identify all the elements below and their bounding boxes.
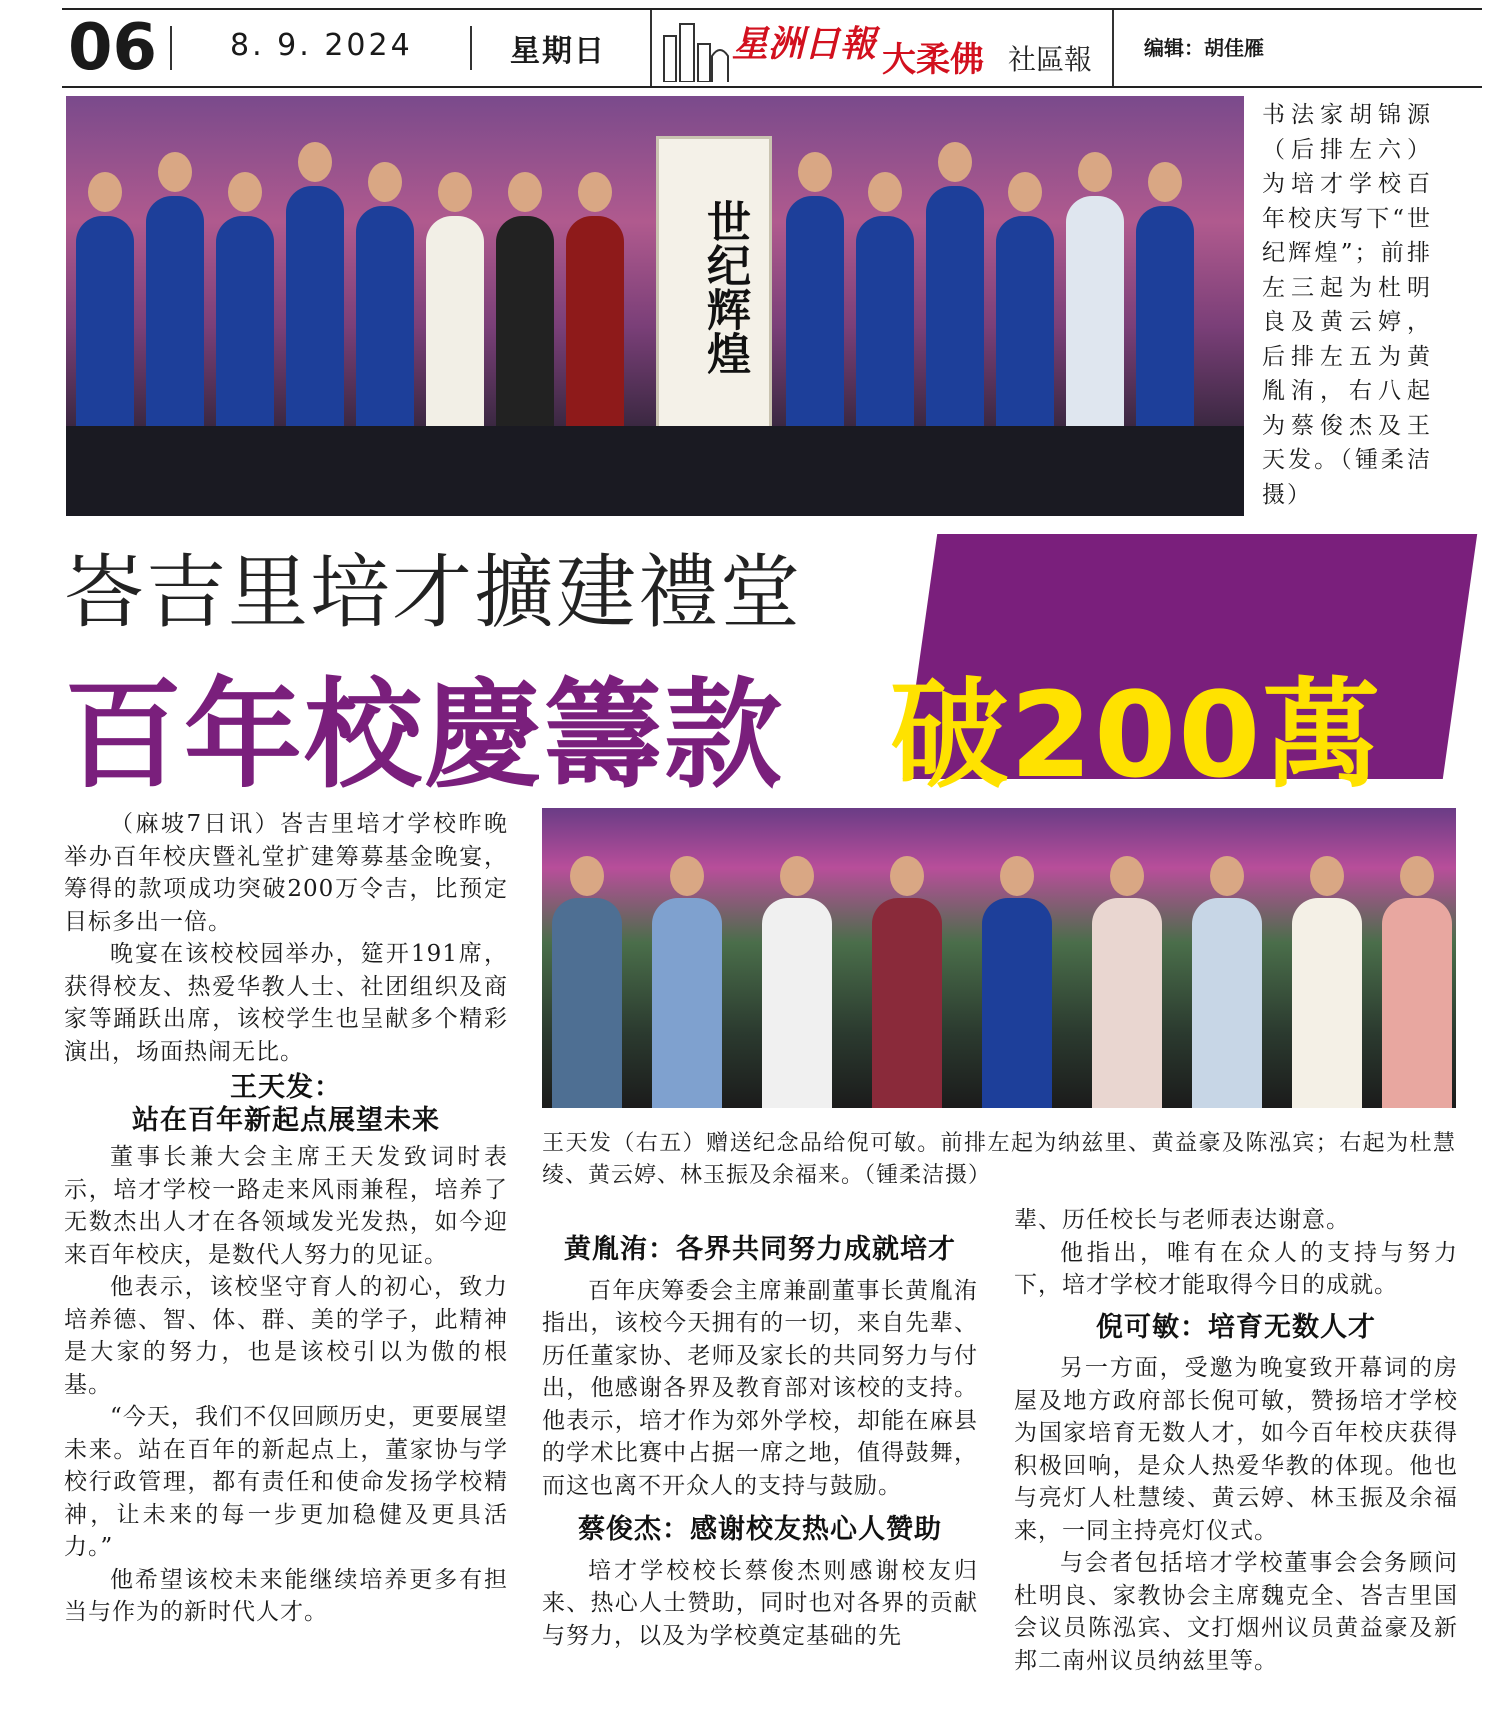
divider <box>170 26 172 70</box>
section-name: 大柔佛 <box>882 40 984 80</box>
photo2-caption: 王天发（右五）赠送纪念品给倪可敏。前排左起为纳兹里、黄益豪及陈泓宾；右起为杜慧绫、黄云婷、林玉振及余福来。（锺柔洁摄） <box>542 1131 1456 1188</box>
presentation-photo <box>542 808 1456 1108</box>
masthead-logo <box>650 10 1114 86</box>
subhead: 倪可敏：培育无数人才 <box>1096 1311 1376 1343</box>
paragraph: 培才学校校长蔡俊杰则感谢校友归来、热心人士赞助，同时也对各界的贡献与努力，以及为学校奠定基础的先 <box>542 1557 978 1649</box>
headline-kicker: 峇吉里培才擴建禮堂 <box>64 546 802 639</box>
article-column-1 <box>64 808 508 1629</box>
skyline-icon <box>660 16 730 82</box>
weekday: 星期日 <box>510 34 606 69</box>
page-header <box>62 8 1482 88</box>
paragraph: 他希望该校未来能继续培养更多有担当与作为的新时代人才。 <box>64 1566 508 1625</box>
stage-photo <box>66 96 1244 516</box>
paragraph: 他表示，该校坚守育人的初心，致力培养德、智、体、群、美的学子，此精神是大家的努力，也是该校引以为傲的根基。 <box>64 1274 508 1398</box>
paragraph: 他指出，唯有在众人的支持与努力下，培才学校才能取得今日的成就。 <box>1014 1239 1458 1298</box>
subhead: 蔡俊杰：感谢校友热心人赞助 <box>578 1514 942 1545</box>
scroll-text: 世纪辉煌 <box>699 199 750 375</box>
paragraph: 另一方面，受邀为晚宴致开幕词的房屋及地方政府部长倪可敏，赞扬培才学校为国家培育无数人才，如今百年校庆获得积极回响，是众人热爱华教的体现。他也与亮灯人杜慧绫、黄云婷、林玉振及余福来，一同主持亮灯仪式。 <box>1014 1355 1458 1544</box>
article-column-3 <box>1014 1204 1458 1677</box>
paper-name: 星洲日報 <box>732 23 877 65</box>
paragraph: “今天，我们不仅回顾历史，更要展望未来。站在百年的新起点上，董家协与学校行政管理，都有责任和使命发扬学校精神，让未来的每一步更加稳健及更具活力。” <box>64 1404 508 1560</box>
subhead: 王天发： <box>230 1072 342 1103</box>
paragraph: 晚宴在该校校园举办，筵开191席，获得校友、热爱华教人士、社团组织及商家等踊跃出席，该校学生也呈献多个精彩演出，场面热闹无比。 <box>64 941 508 1065</box>
paragraph: 与会者包括培才学校董事会会务顾问杜明良、家教协会主席魏克全、峇吉里国会议员陈泓宾、文打烟州议员黄益豪及新邦二南州议员纳兹里等。 <box>1014 1550 1458 1674</box>
issue-date: 8. 9. 2024 <box>230 28 413 63</box>
paragraph: （麻坡7日讯）峇吉里培才学校昨晚举办百年校庆暨礼堂扩建筹募基金晚宴，筹得的款项成功突破200万令吉，比预定目标多出一倍。 <box>64 811 508 935</box>
photo1-caption: 书法家胡锦源（后排左六）为培才学校百年校庆写下“世纪辉煌”；前排左三起为杜明良及黄云婷，后排左五为黄胤洧，右八起为蔡俊杰及王天发。（锺柔洁摄） <box>1262 102 1432 508</box>
paragraph: 百年庆筹委会主席兼副董事长黄胤洧指出，该校今天拥有的一切，来自先辈、历任董家协、老师及家长的共同努力与付出，他感谢各界及教育部对该校的支持。他表示，培才作为郊外学校，却能在麻县的学术比赛中占据一席之地，值得鼓舞，而这也离不开众人的支持与鼓励。 <box>542 1277 978 1499</box>
paragraph: 董事长兼大会主席王天发致词时表示，培才学校一路走来风雨兼程，培养了无数杰出人才在各领域发光发热，如今迎来百年校庆，是数代人努力的见证。 <box>64 1144 508 1268</box>
page-number: 06 <box>68 11 158 85</box>
editor-credit: 编辑：胡佳雁 <box>1144 36 1264 60</box>
subhead: 黄胤洧：各界共同努力成就培才 <box>564 1234 956 1265</box>
divider <box>470 26 472 70</box>
headline-highlight: 破200萬 <box>890 666 1383 804</box>
section-suffix: 社區報 <box>1008 43 1093 76</box>
paragraph-continued: 辈、历任校长与老师表达谢意。 <box>1014 1207 1350 1233</box>
article-column-2 <box>542 1234 978 1652</box>
subhead: 站在百年新起点展望未来 <box>132 1104 440 1136</box>
headline-main: 百年校慶籌款 <box>64 666 785 804</box>
